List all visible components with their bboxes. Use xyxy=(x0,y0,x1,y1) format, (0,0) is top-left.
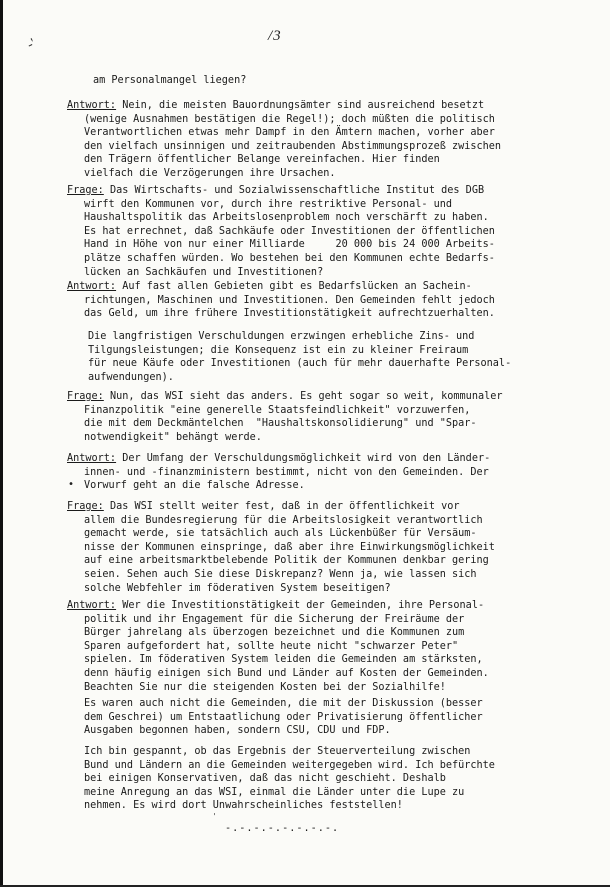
text-line: Tilgungsleistungen; die Konsequenz ist ein zu kleiner Freiraum xyxy=(88,344,469,356)
line-text: Auf fast allen Gebieten gibt es Bedarfslücken an Sachein- xyxy=(116,281,472,292)
speaker-label: Frage: xyxy=(67,391,104,402)
text-line: wirft den Kommunen vor, durch ihre restriktive Personal- und xyxy=(84,198,453,210)
text-line: den Trägern öffentlicher Belange vereinfachen. Hier finden xyxy=(84,154,440,166)
text-line: (wenige Ausnahmen bestätigen die Regel!); doch müßten die politisch xyxy=(84,113,495,125)
text-line: plätze schaffen würden. Wo bestehen bei den Kommunen echte Bedarfs- xyxy=(84,253,495,264)
text-line: Die langfristigen Verschuldungen erzwingen erhebliche Zins- und xyxy=(88,331,475,342)
text-line: bei einigen Konservativen, daß das nicht geschieht. Deshalb xyxy=(84,773,446,785)
text-line: allem die Bundesregierung für die Arbeitslosigkeit verantwortlich xyxy=(84,514,483,526)
scan-edge-left xyxy=(0,0,3,887)
text-line: meine Anregung an das WSI, einmal die Länder unter die Lupe zu xyxy=(84,786,465,798)
ink-dot: • xyxy=(68,479,75,490)
text-line: am Personalmangel liegen? xyxy=(93,75,247,86)
text-line: aufwendungen). xyxy=(88,371,174,383)
text-line: nehmen. Es wird dort Unwahrscheinliches feststellen! xyxy=(84,800,403,812)
text-line: denn häufig einigen sich Bund und Länder auf Kosten der Gemeinden. xyxy=(84,668,489,679)
speaker-label: Antwort: xyxy=(67,453,117,464)
text-line: das Geld, um ihre frühere Investitionstätigkeit aufrechtzuerhalten. xyxy=(84,308,495,320)
text-line xyxy=(67,452,490,466)
text-line xyxy=(67,599,484,613)
text-line xyxy=(67,280,472,294)
text-line: vielfach die Verzögerungen ihre Ursachen. xyxy=(84,168,336,179)
text-line: Verantwortlichen etwas mehr Dampf in den Ämtern machen, vorher aber xyxy=(84,127,495,139)
text-line: Sparen aufgefordert hat, sollte heute nicht "schwarzer Peter" xyxy=(84,640,459,652)
text-line: nisse der Kommunen einspringe, daß aber ihre Einwirkungsmöglichkeit xyxy=(84,541,495,553)
text-line: Finanzpolitik "eine generelle Staatsfeindlichkeit" vorzuwerfen, xyxy=(84,404,471,416)
text-line: Bürger jahrelang als überzogen bezeichnet und die Kommunen zum xyxy=(84,627,465,639)
text-line: solche Webfehler im föderativen System beseitigen? xyxy=(84,582,391,594)
ink-tick: ' xyxy=(212,812,217,821)
end-divider: -.-.-.-.-.-.-.-. xyxy=(225,823,340,834)
text-line: dem Geschrei) um Entstaatlichung oder Privatisierung öffentlicher xyxy=(84,711,483,723)
text-line: Es hat errechnet, daß Sachkäufe oder Investitionen der öffentlichen xyxy=(84,225,495,237)
text-line xyxy=(67,500,460,514)
text-line: spielen. Im föderativen System leiden die Gemeinden am stärksten, xyxy=(84,654,483,666)
text-line xyxy=(67,99,484,113)
text-line: notwendigkeit" behängt werde. xyxy=(84,431,262,443)
speaker-label: Antwort: xyxy=(67,281,117,292)
text-line: Ich bin gespannt, ob das Ergebnis der Steuerverteilung zwischen xyxy=(84,746,471,757)
text-line: innen- und -finanzministern bestimmt, nicht von den Gemeinden. Der xyxy=(84,466,489,478)
text-line: Haushaltspolitik das Arbeitslosenproblem noch verschärft zu haben. xyxy=(84,212,489,224)
line-text: Nun, das WSI sieht das anders. Es geht sogar so weit, kommunaler xyxy=(103,391,503,402)
text-line xyxy=(67,390,502,404)
text-line: für neue Käufe oder Investitionen (auch für mehr dauerhafte Personal- xyxy=(88,358,512,370)
text-line: auf eine arbeitsmarktbelebende Politik der Kommunen denkbar gering xyxy=(84,555,489,567)
text-line: Hand in Höhe von nur einer Milliarde 20 000 bis 24 000 Arbeits- xyxy=(84,239,495,251)
line-text: Wer die Investitionstätigkeit der Gemeinden, ihre Personal- xyxy=(116,600,485,611)
text-line xyxy=(67,184,484,198)
text-line: lücken an Sachkäufen und Investitionen? xyxy=(84,266,324,278)
text-line: Ausgaben begonnen haben, sondern CSU, CDU und FDP. xyxy=(84,725,391,737)
text-line: seien. Sehen auch Sie diese Diskrepanz? Wenn ja, wie lassen sich xyxy=(84,569,477,580)
text-line: richtungen, Maschinen und Investitionen. Den Gemeinden fehlt jedoch xyxy=(84,294,495,306)
line-text: Nein, die meisten Bauordnungsämter sind ausreichend besetzt xyxy=(116,100,485,111)
text-line: Beachten Sie nur die steigenden Kosten bei der Sozialhilfe! xyxy=(84,681,446,693)
speaker-label: Antwort: xyxy=(67,100,117,111)
corner-mark: -' xyxy=(25,36,38,53)
speaker-label: Frage: xyxy=(67,501,104,512)
text-line: Vorwurf geht an die falsche Adresse. xyxy=(84,480,305,492)
text-line: Bund und Ländern an die Gemeinden weitergegeben wird. Ich befürchte xyxy=(84,759,495,771)
speaker-label: Antwort: xyxy=(67,600,117,611)
text-line: politik und ihr Engagement für die Sicherung der Freiräume der xyxy=(84,613,465,625)
text-line: Es waren auch nicht die Gemeinden, die mit der Diskussion (besser xyxy=(84,698,483,709)
line-text: Das Wirtschafts- und Sozialwissenschaftliche Institut des DGB xyxy=(103,185,485,196)
text-line: gemacht werde, sie tatsächlich auch als Lückenbüßer für Versäum- xyxy=(84,528,477,540)
page-number: /3 xyxy=(268,28,282,44)
text-line: die mit dem Deckmäntelchen "Haushaltskonsolidierung" und "Spar- xyxy=(84,418,477,430)
line-text: Das WSI stellt weiter fest, daß in der öffentlichkeit vor xyxy=(103,501,460,512)
line-text: Der Umfang der Verschuldungsmöglichkeit wird von den Länder- xyxy=(116,453,491,464)
text-line: den vielfach unsinnigen und zeitraubenden Abstimmungsprozeß zwischen xyxy=(84,140,502,152)
speaker-label: Frage: xyxy=(67,185,104,196)
